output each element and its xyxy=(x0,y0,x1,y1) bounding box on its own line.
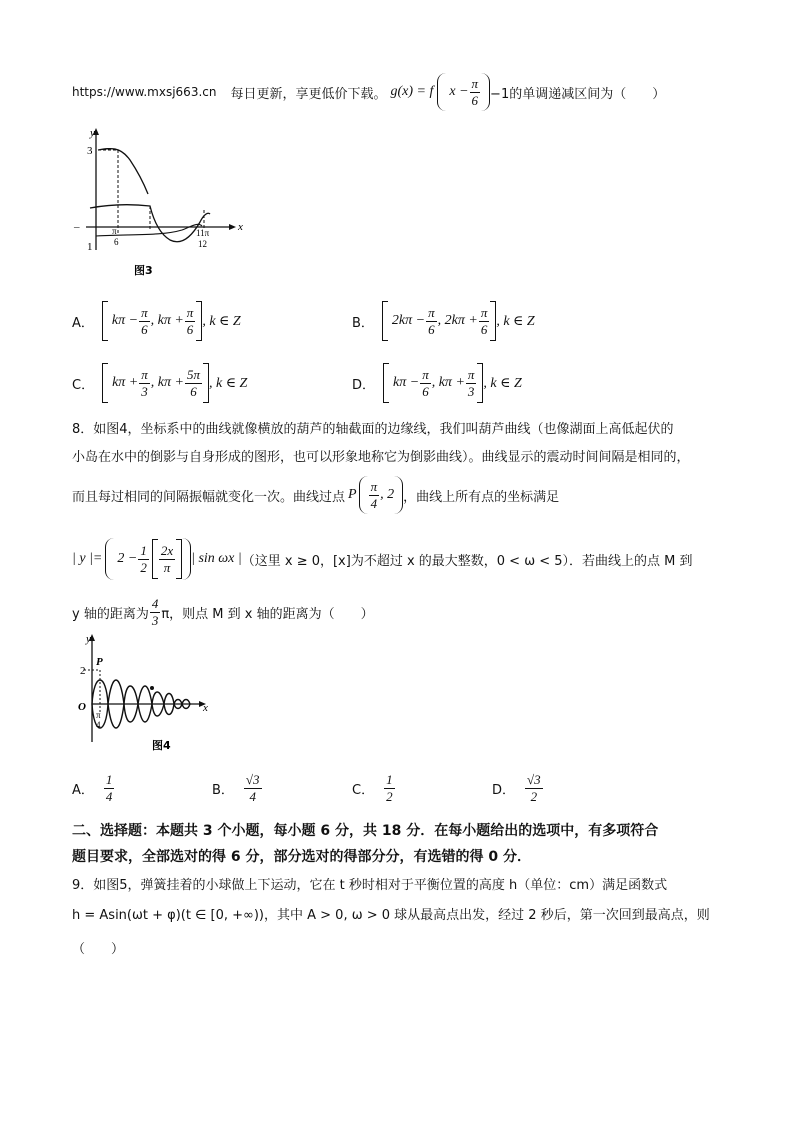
option-frac: $\frac{\pi}{6}$ xyxy=(186,304,194,337)
q9-line-2: h = Asin(ωt + φ)(t ∈ [0, +∞))，其中 A > 0, ω > 0 球从最高点出发，经过 2 秒后，第一次回到最高点，则 xyxy=(72,908,710,923)
paren-right xyxy=(481,73,490,111)
option-label: A． xyxy=(72,315,94,331)
fig3-tick-neg: – xyxy=(74,221,80,233)
fig4-tick-4: 4 xyxy=(96,720,101,730)
q8-text: y 轴的距离为 xyxy=(72,606,149,622)
fig4-tick-pi: π xyxy=(96,710,101,720)
q8-text: ，曲线上所有点的坐标满足 xyxy=(403,489,560,505)
option-expr: kπ − xyxy=(393,375,420,390)
fig3-tick-1: 1 xyxy=(87,241,93,253)
fig4-y-label: y xyxy=(86,633,91,645)
slogan: 每日更新，享更低价下载。 xyxy=(230,86,387,102)
fig3-x-label: x xyxy=(238,221,243,233)
q7-option-c[interactable] xyxy=(72,362,247,404)
q8-text: 而且每过相同的间隔振幅就变化一次。曲线过点 xyxy=(72,489,346,505)
fig3-tick-3: 3 xyxy=(87,145,93,157)
option-frac: $\frac{\pi}{6}$ xyxy=(422,366,429,399)
q8-option-d[interactable] xyxy=(492,768,544,808)
q8-text: π，则点 M 到 x 轴的距离为（ ） xyxy=(161,606,374,622)
q8-line-5 xyxy=(72,592,374,632)
dist-frac: $\frac{4}{3}$ xyxy=(151,595,159,628)
point-p: P xyxy=(348,487,357,502)
p-frac: $\frac{\pi}{4}$ xyxy=(370,478,378,511)
p-tail: , 2 xyxy=(380,487,395,502)
option-label: D． xyxy=(492,782,516,798)
paren-right xyxy=(394,476,403,514)
section-2-instructions: 题目要求，全部选对的得 6 分，部分选对的得部分分，有选错的得 0 分． xyxy=(72,849,531,865)
option-label: C． xyxy=(72,377,95,393)
option-frac: $\frac{1}{4}$ xyxy=(105,771,113,804)
q8-line-1: 8．如图4，坐标系中的曲线就像横放的葫芦的轴截面的边缘线，我们叫葫芦曲线（也像湖面上高低起伏的 xyxy=(72,422,674,437)
option-frac: $\frac{5\pi}{6}$ xyxy=(186,366,200,399)
option-label: A． xyxy=(72,782,94,798)
option-expr: , 2kπ + xyxy=(437,313,478,328)
fig3-caption: 图3 xyxy=(134,264,153,277)
option-frac: $\frac{√3}{2}$ xyxy=(527,771,541,804)
option-expr: , kπ + xyxy=(431,375,465,390)
option-tail: , k ∈ Z xyxy=(208,375,248,391)
option-label: C． xyxy=(352,782,375,798)
abs-sin: | sin ωx | xyxy=(191,551,242,566)
option-expr: kπ + xyxy=(112,375,139,390)
fig3-curve-f xyxy=(98,149,148,194)
fig4-point-m xyxy=(150,686,154,690)
fig4-origin: O xyxy=(78,701,86,713)
option-frac: $\frac{\pi}{6}$ xyxy=(141,304,148,337)
q7-option-a[interactable] xyxy=(72,300,241,342)
abs-y: | y |= xyxy=(72,551,103,566)
option-label: B． xyxy=(352,315,374,331)
q7-fraction: $\frac{\pi}{6}$ xyxy=(471,75,479,108)
fig4-tick-2: 2 xyxy=(80,665,86,677)
option-tail: , k ∈ Z xyxy=(496,313,535,329)
q9-line-1: 9．如图5，弹簧挂着的小球做上下运动，它在 t 秒时相对于平衡位置的高度 h（单位：cm）满足函数式 xyxy=(72,878,668,893)
q8-option-b[interactable] xyxy=(212,768,263,808)
paren-left xyxy=(105,538,114,580)
fig4-x-label: x xyxy=(203,702,208,714)
option-frac: $\frac{\pi}{6}$ xyxy=(480,304,488,337)
bracket-left xyxy=(102,301,108,341)
option-label: D． xyxy=(352,377,376,393)
floor-frac: $\frac{2x}{\pi}$ xyxy=(160,542,174,575)
fig3-tick-11pi: 11π xyxy=(196,228,210,238)
fig3-y-label: y xyxy=(90,127,95,139)
q7-inner: x − xyxy=(449,84,469,99)
paren-left xyxy=(359,476,368,514)
option-expr: , kπ + xyxy=(150,313,184,328)
bracket-left xyxy=(382,301,388,341)
fig4-caption: 图4 xyxy=(152,739,171,752)
option-tail: , k ∈ Z xyxy=(483,375,522,391)
fig4-p-label: P xyxy=(96,656,103,668)
option-expr: , kπ + xyxy=(150,375,184,390)
option-frac: $\frac{\pi}{3}$ xyxy=(141,366,148,399)
option-tail: , k ∈ Z xyxy=(202,313,241,329)
bracket-left xyxy=(152,539,158,579)
q9-line-3: （ ） xyxy=(72,942,125,957)
option-expr: kπ − xyxy=(111,313,139,328)
two-minus: 2 − xyxy=(117,551,138,566)
section-2-heading: 二、选择题：本题共 3 个小题，每小题 6 分，共 18 分．在每小题给出的选项中，有多项符合 xyxy=(72,823,659,839)
figure-3 xyxy=(74,126,252,286)
q8-line-4 xyxy=(72,536,693,582)
fig3-tick-12: 12 xyxy=(198,239,207,249)
q8-line-3 xyxy=(72,474,559,516)
bracket-left xyxy=(383,363,389,403)
fig3-tick-pi6-num: π xyxy=(112,226,117,236)
fig3-x-arrow xyxy=(229,224,236,230)
source-url: https://www.mxsj663.cn xyxy=(72,85,217,99)
q7-question: −1的单调递减区间为（ ） xyxy=(490,86,666,102)
option-frac: $\frac{\pi}{6}$ xyxy=(428,304,435,337)
q8-option-c[interactable] xyxy=(352,768,396,808)
bracket-left xyxy=(102,363,108,403)
option-label: B． xyxy=(212,782,234,798)
q8-line-2: 小岛在水中的倒影与自身形成的图形，也可以形象地称它为倒影曲线）。曲线显示的震动时间间隔是相同的， xyxy=(72,450,690,465)
figure-4 xyxy=(72,632,222,757)
option-frac: $\frac{√3}{4}$ xyxy=(245,771,260,804)
option-frac: $\frac{\pi}{3}$ xyxy=(467,366,475,399)
paren-left xyxy=(437,73,446,111)
fig3-tick-pi6-den: 6 xyxy=(114,237,119,247)
q7-option-b[interactable] xyxy=(352,300,535,342)
q8-option-a[interactable] xyxy=(72,768,115,808)
half-frac: $\frac{1}{2}$ xyxy=(140,542,147,575)
q7-option-d[interactable] xyxy=(352,362,522,404)
paren-right xyxy=(182,538,191,580)
q7-function: g(x) = f xyxy=(390,84,434,99)
option-expr: 2kπ − xyxy=(391,313,426,328)
option-frac: $\frac{1}{2}$ xyxy=(386,771,393,804)
q8-condition: （这里 x ≥ 0，[x]为不超过 x 的最大整数，0 < ω < 5）．若曲线上的点 M 到 xyxy=(241,553,693,569)
q7-stem xyxy=(72,75,666,108)
